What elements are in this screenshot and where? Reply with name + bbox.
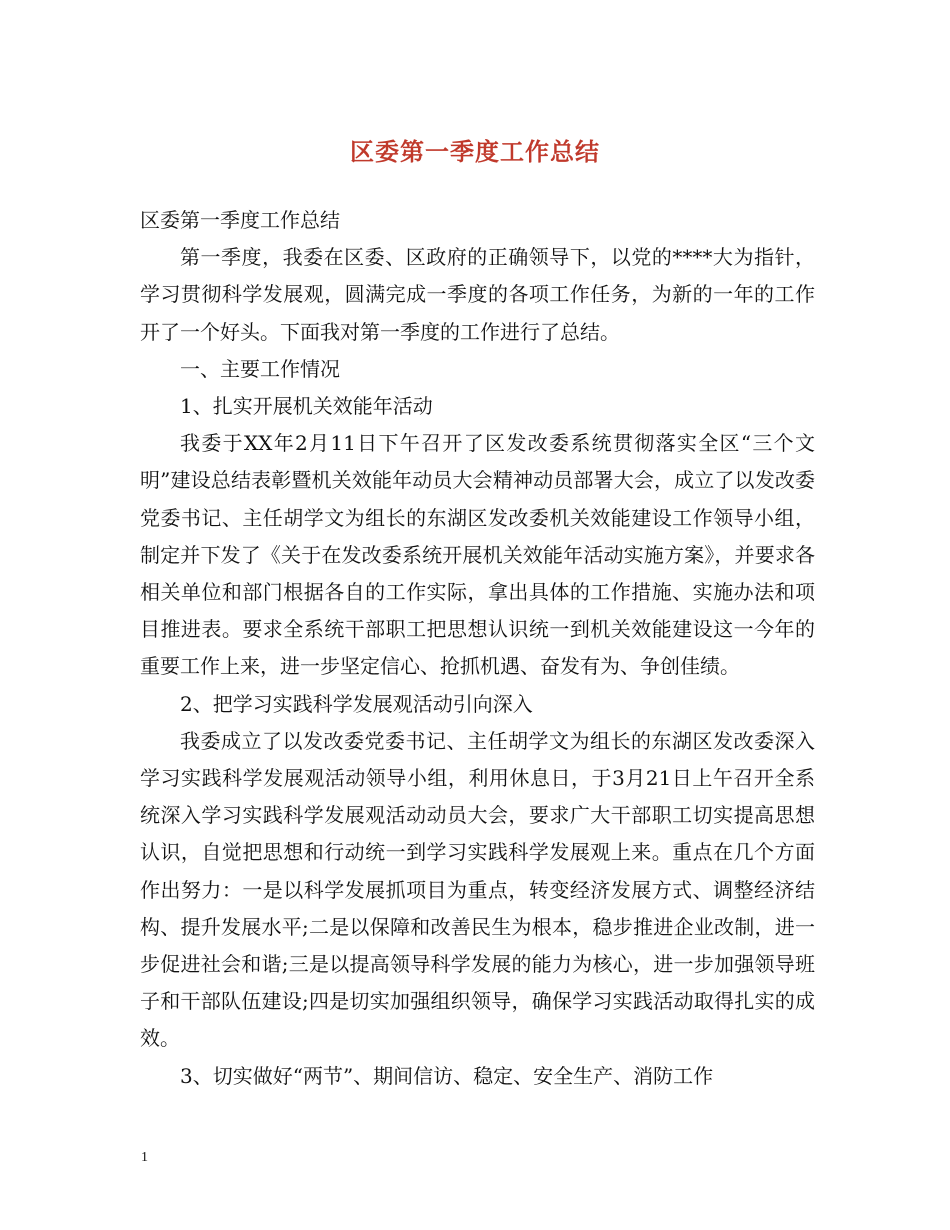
subsection-heading-1: 1、扎实开展机关效能年活动 — [180, 394, 433, 419]
subsection-heading-3: 3、切实做好“两节”、期间信访、稳定、安全生产、消防工作 — [180, 1063, 714, 1088]
body-heading: 区委第一季度工作总结 — [140, 208, 340, 232]
subsection-heading-2: 2、把学习实践科学发展观活动引向深入 — [180, 691, 533, 716]
paragraph-scientific-development: 我委成立了以发改委党委书记、主任胡学文为组长的东湖区发改委深入学习实践科学发展观活动领导小组，利用休息日，于3月21日上午召开全系统深入学习实践科学发展观活动动员大会，要求广大干部职工切实提高思想认识，自觉把思想和行动统一到学习实践科学发展观上来。重点在几个方面作出努力：一是以科学发展抓项目为重点，转变经济发展方式、调整经济结构、提升发展水平;二是以保障和改善民生为根本，稳步推进企业改制，进一步促进社会和谐;三是以提高领导科学发展的能力为核心，进一步加强领导班子和干部队伍建设;四是切实加强组织领导，确保学习实践活动取得扎实的成效。 — [140, 728, 815, 1051]
document-title: 区委第一季度工作总结 — [350, 137, 600, 166]
document-body — [140, 202, 815, 1095]
page-number: 1 — [141, 1150, 148, 1165]
intro-paragraph: 第一季度，我委在区委、区政府的正确领导下，以党的****大为指针，学习贯彻科学发展观，圆满完成一季度的各项工作任务，为新的一年的工作开了一个好头。下面我对第一季度的工作进行了总结。 — [140, 245, 815, 344]
paragraph-efficiency-year: 我委于XX年2月11日下午召开了区发改委系统贯彻落实全区“三个文明”建设总结表彰暨机关效能年动员大会精神动员部署大会，成立了以发改委党委书记、主任胡学文为组长的东湖区发改委机关效能建设工作领导小组，制定并下发了《关于在发改委系统开展机关效能年活动实施方案》，并要求各相关单位和部门根据各自的工作实际，拿出具体的工作措施、实施办法和项目推进表。要求全系统干部职工把思想认识统一到机关效能建设这一今年的重要工作上来，进一步坚定信心、抢抓机遇、奋发有为、争创佳绩。 — [140, 431, 815, 679]
section-heading-main-work: 一、主要工作情况 — [180, 356, 340, 381]
